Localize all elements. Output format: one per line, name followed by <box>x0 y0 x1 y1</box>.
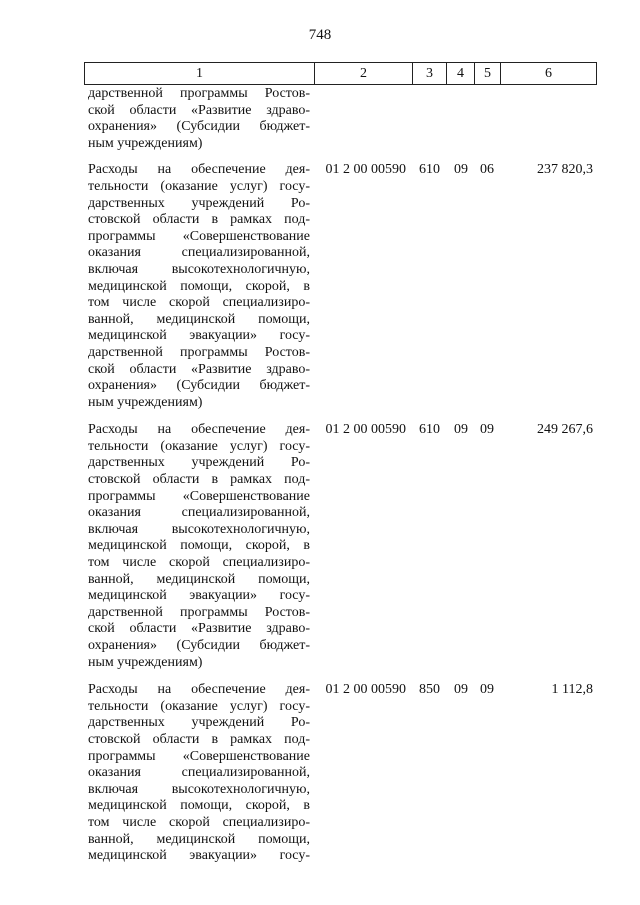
table-body <box>84 86 597 865</box>
desc-line: ным учреждениям) <box>88 654 203 670</box>
page-number: 748 <box>308 27 332 43</box>
desc-line: медицинской эвакуации» госу- <box>88 588 310 604</box>
row-description <box>84 422 310 671</box>
section-code: 09 <box>454 162 468 178</box>
desc-line: охранения» (Субсидии бюджет- <box>88 119 310 135</box>
desc-line: стовской области в рамках под- <box>88 731 310 747</box>
desc-line: оказания специализированной, <box>88 765 310 781</box>
subsection-code: 09 <box>480 682 494 698</box>
table-row <box>84 682 597 865</box>
desc-line: ванной, медицинской помощи, <box>88 831 310 847</box>
section-code: 09 <box>454 422 468 438</box>
row-description <box>84 162 310 411</box>
expense-type-code: 850 <box>419 682 440 698</box>
table-row-continuation <box>84 86 597 152</box>
desc-line: Расходы на обеспечение дея- <box>88 422 310 438</box>
desc-line: ской области «Развитие здраво- <box>88 621 310 637</box>
desc-line: ным учреждениям) <box>88 135 203 151</box>
desc-line: программы «Совершенствование <box>88 488 310 504</box>
desc-line: медицинской эвакуации» госу- <box>88 848 310 864</box>
desc-line: том числе скорой специализиро- <box>88 295 310 311</box>
header-col-3: 3 <box>412 63 446 84</box>
desc-line: ванной, медицинской помощи, <box>88 311 310 327</box>
desc-line: дарственной программы Ростов- <box>88 604 310 620</box>
row-description <box>84 682 310 865</box>
expense-type-code: 610 <box>419 422 440 438</box>
desc-line: медицинской помощи, скорой, в <box>88 538 310 554</box>
desc-line: дарственных учреждений Ро- <box>88 195 310 211</box>
desc-line: включая высокотехнологичную, <box>88 521 310 537</box>
desc-line: ской области «Развитие здраво- <box>88 102 310 118</box>
table-row <box>84 162 597 411</box>
desc-line: тельности (оказание услуг) госу- <box>88 178 310 194</box>
subsection-code: 06 <box>480 162 494 178</box>
desc-line: Расходы на обеспечение дея- <box>88 162 310 178</box>
desc-line: Расходы на обеспечение дея- <box>88 682 310 698</box>
desc-line: стовской области в рамках под- <box>88 212 310 228</box>
header-col-2: 2 <box>314 63 412 84</box>
desc-line: медицинской эвакуации» госу- <box>88 328 310 344</box>
desc-line: охранения» (Субсидии бюджет- <box>88 638 310 653</box>
table-header <box>84 62 597 85</box>
desc-line: дарственной программы Ростов- <box>88 344 310 360</box>
desc-line: дарственной программы Ростов- <box>88 86 310 101</box>
target-article-code: 01 2 00 00590 <box>325 682 406 698</box>
target-article-code: 01 2 00 00590 <box>325 162 406 178</box>
desc-line: медицинской помощи, скорой, в <box>88 798 310 814</box>
expense-type-code: 610 <box>419 162 440 178</box>
desc-line: стовской области в рамках под- <box>88 472 310 488</box>
desc-line: том числе скорой специализиро- <box>88 555 310 571</box>
desc-line: медицинской помощи, скорой, в <box>88 278 310 294</box>
header-col-4: 4 <box>446 63 474 84</box>
desc-line: охранения» (Субсидии бюджет- <box>88 378 310 394</box>
amount: 1 112,8 <box>551 682 593 698</box>
target-article-code: 01 2 00 00590 <box>325 422 406 438</box>
desc-line: оказания специализированной, <box>88 505 310 521</box>
desc-line: том числе скорой специализиро- <box>88 814 310 830</box>
desc-line: программы «Совершенствование <box>88 748 310 764</box>
desc-line: включая высокотехнологичную, <box>88 781 310 797</box>
header-col-5: 5 <box>474 63 500 84</box>
desc-line: оказания специализированной, <box>88 245 310 261</box>
desc-line: программы «Совершенствование <box>88 228 310 244</box>
amount: 249 267,6 <box>537 422 593 438</box>
desc-line: дарственных учреждений Ро- <box>88 455 310 471</box>
table-row <box>84 422 597 671</box>
desc-line: ным учреждениям) <box>88 394 203 410</box>
amount: 237 820,3 <box>537 162 593 178</box>
header-col-6: 6 <box>500 63 596 84</box>
desc-line: тельности (оказание услуг) госу- <box>88 698 310 714</box>
section-code: 09 <box>454 682 468 698</box>
desc-line: тельности (оказание услуг) госу- <box>88 438 310 454</box>
desc-line: включая высокотехнологичную, <box>88 261 310 277</box>
header-col-1: 1 <box>196 66 203 81</box>
subsection-code: 09 <box>480 422 494 438</box>
desc-line: ской области «Развитие здраво- <box>88 361 310 377</box>
row-description <box>84 86 310 152</box>
desc-line: дарственных учреждений Ро- <box>88 715 310 731</box>
desc-line: ванной, медицинской помощи, <box>88 571 310 587</box>
